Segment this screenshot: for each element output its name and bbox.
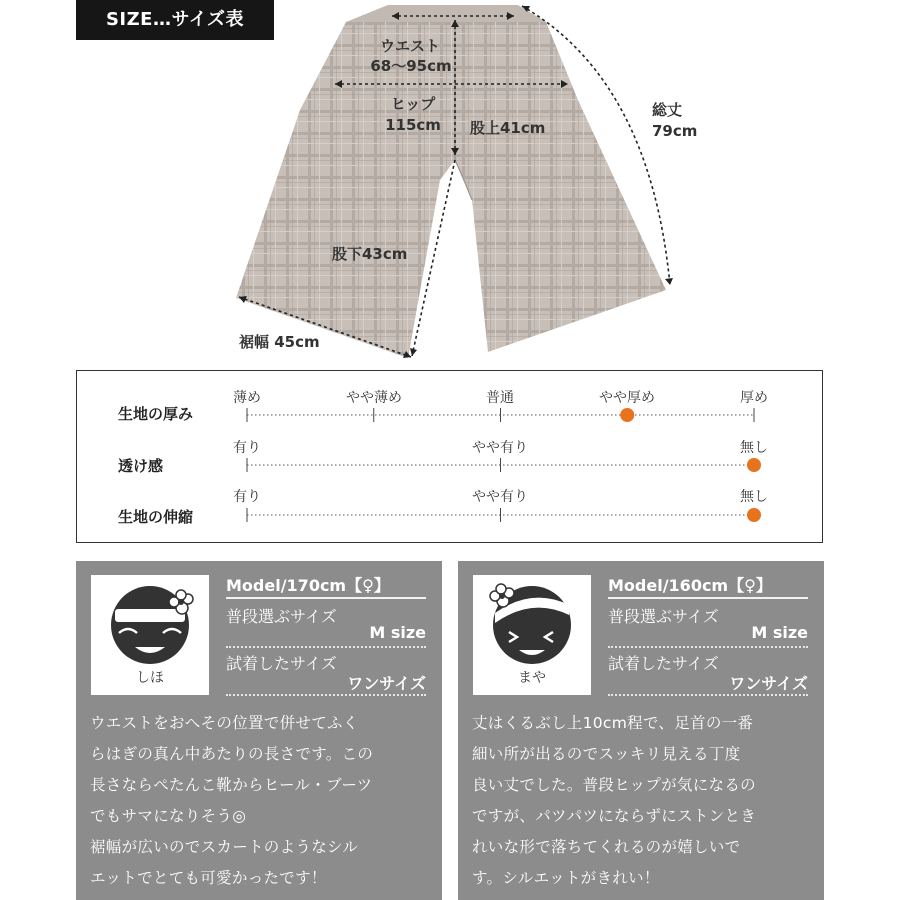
model-name-maya: まや	[518, 670, 546, 686]
transparency-scale	[247, 458, 761, 472]
comment-shiho	[90, 708, 373, 894]
hem-width-measure: 裾幅 45cm	[239, 333, 320, 351]
tried-size-label-shiho: 試着したサイズ	[226, 654, 337, 673]
model-height-shiho: Model/170cm【♀】	[226, 576, 390, 595]
usual-size-value-shiho: M size	[369, 623, 426, 642]
total-length-label: 総丈	[652, 101, 683, 119]
usual-size-value-maya: M size	[751, 623, 808, 642]
comment-line: 長さならぺたんこ靴からヒール・ブーツ	[90, 776, 373, 794]
stretch-option-2: 無し	[740, 489, 768, 505]
waist-value: 68〜95cm	[370, 57, 452, 75]
stretch-option-0: 有り	[233, 489, 261, 505]
comment-maya	[472, 708, 756, 894]
hip-label: ヒップ	[390, 95, 436, 113]
comment-line: 細い所が出るのでスッキリ見える丁度	[472, 745, 741, 763]
tried-size-label-maya: 試着したサイズ	[608, 654, 719, 673]
thickness-option-1: やや薄め	[346, 390, 402, 406]
stretch-scale	[247, 508, 761, 522]
divider	[226, 597, 426, 599]
comment-line: れいな形で落ちてくれるのが嬉しいで	[472, 838, 741, 856]
divider	[226, 646, 426, 648]
transparency-option-0: 有り	[233, 440, 261, 456]
total-length-value: 79cm	[652, 122, 698, 140]
comment-line: 丈はくるぶし上10cm程で、足首の一番	[472, 714, 754, 732]
avatar-maya	[473, 575, 591, 695]
thickness-option-4: 厚め	[740, 390, 768, 406]
comment-line: ですが、パツパツにならずにストンとき	[472, 807, 757, 825]
tried-size-value-shiho: ワンサイズ	[347, 674, 426, 693]
comment-line: ウエストをおへその位置で併せてふく	[90, 714, 359, 732]
fabric-stretch-title: 生地の伸縮	[118, 508, 194, 526]
comment-line: 裾幅が広いのでスカートのようなシル	[90, 838, 359, 856]
selected-level-dot	[620, 408, 634, 422]
avatar-shiho	[91, 575, 209, 695]
comment-line: でもサマになりそう◎	[90, 807, 247, 825]
divider	[608, 694, 808, 696]
divider	[226, 694, 426, 696]
comment-line: らはぎの真ん中あたりの長さです。この	[90, 745, 374, 763]
divider	[608, 597, 808, 599]
usual-size-label-shiho: 普段選ぶサイズ	[226, 607, 337, 626]
thickness-option-0: 薄め	[233, 390, 261, 406]
model-name-shiho: しほ	[136, 670, 164, 686]
usual-size-label-maya: 普段選ぶサイズ	[608, 607, 719, 626]
comment-line: す。シルエットがきれい！	[472, 869, 660, 887]
transparency-option-2: 無し	[740, 440, 768, 456]
model-height-maya: Model/160cm【♀】	[608, 576, 772, 595]
thickness-scale	[247, 408, 754, 422]
comment-line: エットでとても可愛かったです！	[90, 869, 327, 887]
tried-size-value-maya: ワンサイズ	[729, 674, 808, 693]
rise-measure: 股上41cm	[470, 119, 546, 137]
comment-line: 良い丈でした。普段ヒップが気になるの	[472, 776, 756, 794]
thickness-option-3: やや厚め	[599, 390, 655, 406]
inseam-measure: 股下43cm	[332, 245, 408, 263]
thickness-option-2: 普通	[486, 390, 514, 406]
transparency-option-1: やや有り	[472, 440, 528, 456]
waist-label: ウエスト	[379, 37, 440, 55]
stretch-option-1: やや有り	[472, 489, 528, 505]
size-chart-tag: SIZE…サイズ表	[76, 0, 274, 40]
hip-value: 115cm	[385, 116, 441, 134]
selected-level-dot	[747, 458, 761, 472]
fabric-transparency-title: 透け感	[118, 457, 164, 475]
divider	[608, 646, 808, 648]
selected-level-dot	[747, 508, 761, 522]
fabric-thickness-title: 生地の厚み	[118, 405, 194, 423]
